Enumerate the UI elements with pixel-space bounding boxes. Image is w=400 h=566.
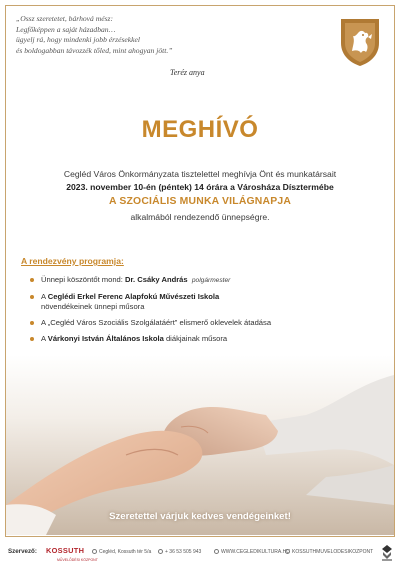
program-item: [30, 318, 375, 328]
facebook-text: KOSSUTHMUVELODESIKOZPONT: [292, 549, 374, 555]
program-heading: A rendezvény programja:: [21, 256, 124, 266]
invitation-text: Cegléd Város Önkormányzata tisztelettel meghívja Önt és munkatársait: [63, 169, 337, 179]
organizer-logo: KOSSUTH: [46, 546, 85, 555]
footer-address: [92, 549, 151, 555]
location-icon: [92, 549, 97, 554]
program-item-text: Ünnepi köszöntőt mond:: [41, 275, 126, 284]
address-text: Cegléd, Kossuth tér 5/a: [99, 549, 152, 555]
program-item-detail: diákjainak műsora: [163, 334, 228, 343]
program-item-text: A: [41, 334, 48, 343]
program-item-text: A: [41, 292, 48, 301]
invitation-occasion: alkalmából rendezendő ünnepségre.: [130, 212, 270, 222]
event-date-place: 2023. november 10-én (péntek) 14 órára a Városháza Dísztermébe: [66, 182, 334, 192]
footer-website[interactable]: [214, 549, 290, 555]
program-item: [30, 292, 375, 312]
holding-hands-photo: [6, 355, 394, 535]
organizer-label: Szervező:: [8, 548, 37, 555]
page-title: MEGHÍVÓ: [141, 116, 259, 143]
organizer-subtitle: MŰVELŐDÉSI KÖZPONT: [57, 558, 98, 562]
footer-phone: [158, 549, 201, 555]
program-item-name: Dr. Csáky András: [125, 275, 188, 284]
program-item-name: Várkonyi István Általános Iskola: [47, 334, 164, 343]
quote-author: Teréz anya: [170, 68, 205, 77]
globe-icon: [214, 549, 219, 554]
quote-line: „Ossz szeretetet, bárhová mész:: [16, 14, 114, 23]
city-crest-icon: [339, 17, 381, 67]
program-item: [30, 334, 375, 344]
program-item-role: polgármester: [191, 277, 231, 284]
quote-line: és boldogabban távozzék tőled, mint ahogyan jött.”: [16, 45, 173, 55]
website-text: WWW.CEGLEDIKULTURA.HU: [221, 549, 290, 555]
welcome-message: Szeretettel várjuk kedves vendégeinket!: [109, 511, 291, 522]
footer: [0, 537, 400, 566]
footer-facebook[interactable]: [285, 549, 373, 555]
program-item-text: A „Cegléd Város Szociális Szolgálatáért” elismerő oklevelek átadása: [41, 318, 272, 327]
program-list: [30, 275, 375, 350]
quote-block: [16, 14, 256, 56]
phone-icon: [158, 549, 163, 554]
program-item: [30, 275, 375, 286]
partner-logo-icon: [380, 544, 394, 562]
event-name: A SZOCIÁLIS MUNKA VILÁGNAPJA: [108, 196, 292, 207]
quote-line: ügyelj rá, hogy mindenki jobb érzésekkel: [16, 35, 140, 45]
quote-line: Legfőképpen a saját házadban…: [16, 24, 116, 34]
facebook-icon: [285, 549, 290, 554]
phone-text: + 36 53 505 943: [165, 549, 202, 555]
program-item-detail: növendékeinek ünnepi műsora: [41, 302, 145, 311]
program-item-name: Ceglédi Erkel Ferenc Alapfokú Művészeti Iskola: [47, 292, 220, 301]
